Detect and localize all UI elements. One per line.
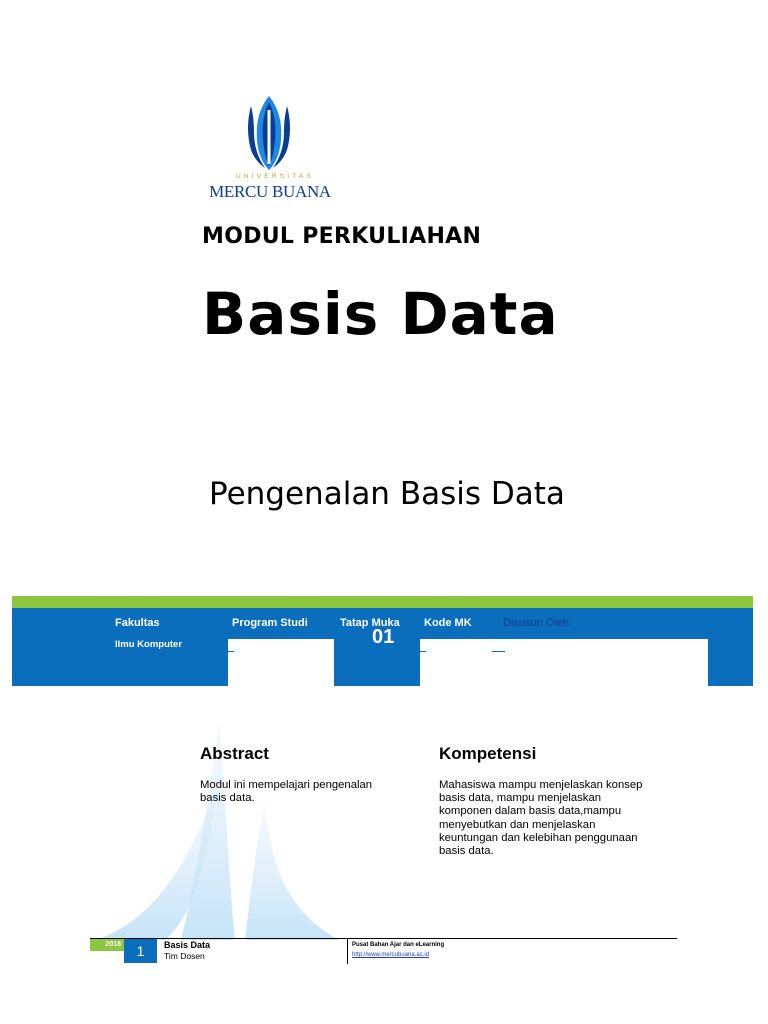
logo-wordmark: MERCU BUANA <box>209 182 331 201</box>
code-author-value-box <box>420 639 708 686</box>
band-divider <box>228 651 234 652</box>
abstract-line: basis data. <box>200 792 255 805</box>
footer-author: Tim Dosen <box>164 951 205 961</box>
footer-rule <box>90 938 677 939</box>
info-band-accent <box>12 596 753 608</box>
session-label: Tatap Muka <box>340 617 400 629</box>
code-label: Kode MK <box>424 617 472 629</box>
band-divider <box>492 651 505 652</box>
kompetensi-line: menyebutkan dan menjelaskan <box>439 818 596 831</box>
abstract-line: Modul ini mempelajari pengenalan <box>200 779 373 791</box>
topic-title: Pengenalan Basis Data <box>209 476 565 512</box>
abstract-text <box>200 779 411 805</box>
kompetensi-line: basis data, mampu menjelaskan <box>439 792 602 805</box>
abstract-title: Abstract <box>200 744 269 763</box>
band-divider <box>701 651 707 652</box>
author-label: Disusun Oleh <box>503 617 570 629</box>
kompetensi-line: komponen dalam basis data,mampu <box>439 805 622 818</box>
faculty-label: Fakultas <box>115 617 160 629</box>
kompetensi-line: keuntungan dan kelebihan penggunaan <box>439 831 638 844</box>
kompetensi-text <box>439 779 663 858</box>
flame-emblem-icon <box>243 96 295 172</box>
footer-url-link[interactable]: http://www.mercubuana.ac.id <box>352 952 430 958</box>
program-label: Program Studi <box>232 617 308 629</box>
university-logo <box>205 96 335 206</box>
kompetensi-title: Kompetensi <box>439 744 537 763</box>
page-number: 1 <box>124 939 157 963</box>
footer-org: Pusat Bahan Ajar dan eLearning <box>352 942 445 948</box>
faculty-value: Ilmu Komputer <box>115 639 183 650</box>
session-value: 01 <box>372 626 395 648</box>
logo-subtitle: UNIVERSITAS <box>235 173 315 180</box>
kompetensi-line: Mahasiswa mampu menjelaskan konsep <box>439 779 643 791</box>
band-divider <box>420 651 426 652</box>
footer-divider <box>347 939 348 964</box>
footer-year: 2018 <box>90 939 124 951</box>
module-label: MODUL PERKULIAHAN <box>202 224 482 249</box>
program-value-box <box>228 639 334 686</box>
kompetensi-line: basis data. <box>439 845 494 858</box>
band-divider <box>327 651 333 652</box>
footer-course: Basis Data <box>164 940 211 950</box>
course-title: Basis Data <box>202 280 559 348</box>
